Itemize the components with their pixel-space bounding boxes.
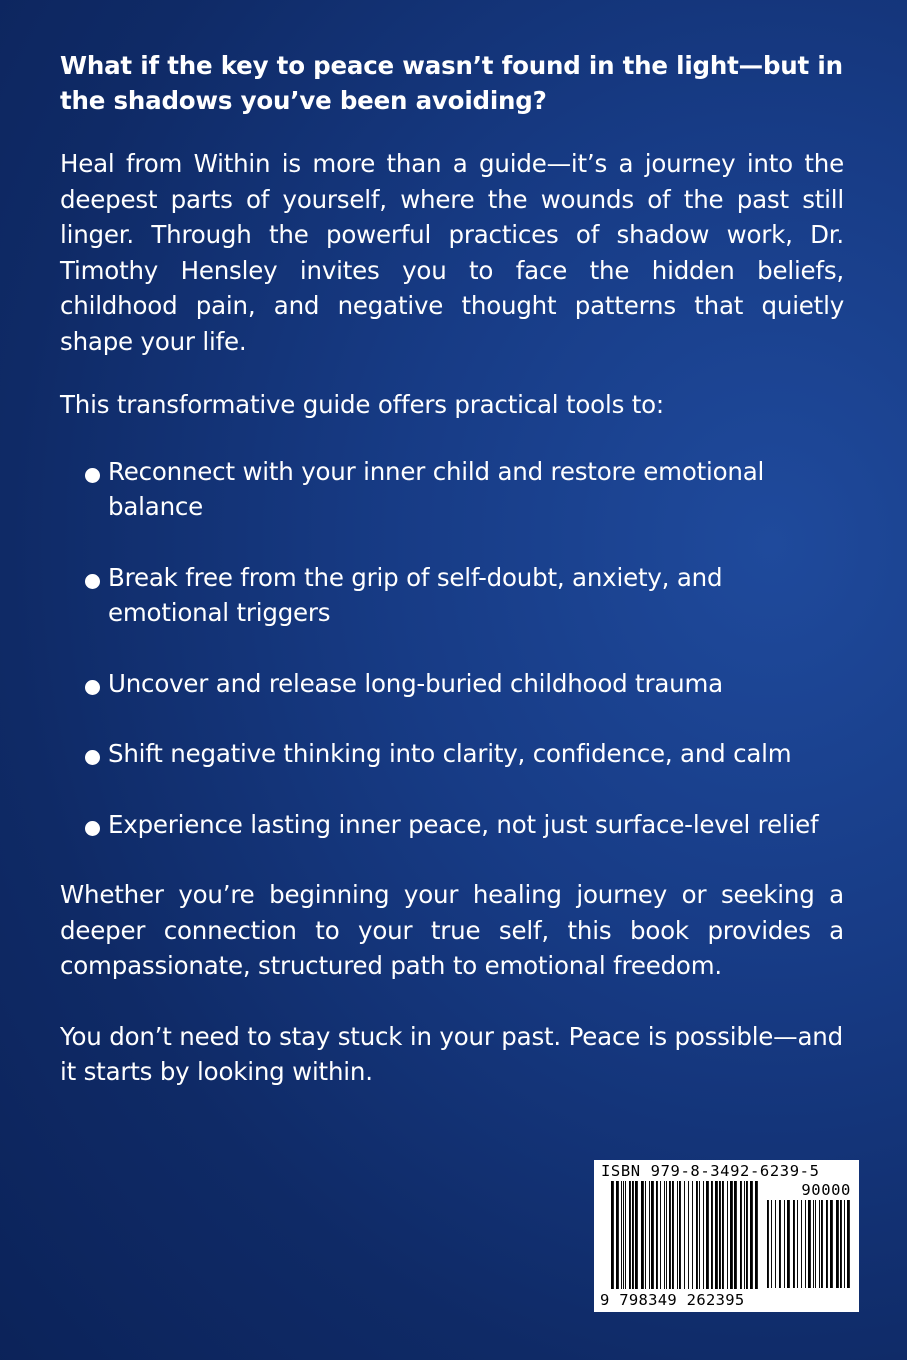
barcode-bar xyxy=(696,1181,698,1289)
barcode-bar xyxy=(746,1181,748,1289)
barcode-bar xyxy=(666,1181,667,1289)
barcode-bar xyxy=(722,1181,724,1289)
list-item xyxy=(60,454,844,525)
isbn-label: ISBN 979-8-3492-6239-5 xyxy=(601,1162,820,1180)
barcode-bar xyxy=(672,1181,674,1289)
barcode-bar xyxy=(836,1200,839,1288)
barcode-bar xyxy=(750,1181,753,1289)
barcode-bar xyxy=(677,1181,678,1289)
barcode-bar xyxy=(727,1181,728,1289)
barcode-bar xyxy=(703,1181,704,1289)
list-item xyxy=(60,560,844,631)
barcode-bar xyxy=(669,1181,671,1289)
barcode-bar xyxy=(706,1181,709,1289)
barcode-bar xyxy=(815,1200,816,1288)
barcode-bar xyxy=(645,1181,646,1289)
barcode-bar xyxy=(847,1200,850,1288)
barcode-bar xyxy=(651,1181,654,1289)
closing-paragraph: Whether you’re beginning your healing journey or seeking a deeper connection to your true self, this book provides a compassionate, structured path to emotional freedom. xyxy=(60,880,844,980)
barcode-bar xyxy=(787,1200,790,1288)
list-item-text: Uncover and release long-buried childhood trauma xyxy=(108,668,723,698)
barcode-bar xyxy=(740,1181,742,1289)
barcode-bar xyxy=(688,1181,689,1289)
barcode-bar xyxy=(699,1181,700,1289)
barcode-bar xyxy=(623,1181,624,1289)
barcode-bar xyxy=(664,1181,665,1289)
list-item-text: Shift negative thinking into clarity, confidence, and calm xyxy=(108,739,792,768)
price-code: 90000 xyxy=(801,1181,851,1199)
barcode-bar xyxy=(611,1181,614,1289)
barcode-bar xyxy=(826,1200,828,1288)
barcode-bar xyxy=(641,1181,644,1289)
isbn-barcode xyxy=(594,1160,859,1312)
back-cover-text xyxy=(60,48,844,1090)
barcode-bar xyxy=(734,1181,737,1289)
barcode-bar xyxy=(625,1181,626,1289)
barcode-bar xyxy=(684,1181,685,1289)
barcode-bar xyxy=(779,1200,781,1288)
barcode-bar xyxy=(635,1181,638,1289)
barcode-bar xyxy=(632,1181,634,1289)
list-item-text: Break free from the grip of self-doubt, anxiety, and emotional triggers xyxy=(108,562,723,627)
headline: What if the key to peace wasn’t found in the light—but in the shadows you’ve been avoiding? xyxy=(60,51,843,115)
benefits-list xyxy=(60,454,844,843)
bullet-icon xyxy=(85,750,100,765)
description-paragraph: Heal from Within is more than a guide—it’s a journey into the deepest parts of yourself, where the wounds of the past still linger. Through the powerful practices of shadow work, Dr. Timothy Hensley invites you to face the hidden beliefs, childhood pain, and negative thought patterns that quietly shape your life. xyxy=(60,149,844,356)
barcode-bar xyxy=(821,1200,823,1288)
barcode-bar xyxy=(813,1200,814,1288)
bullet-icon xyxy=(85,821,100,836)
ean-barcode-bars xyxy=(611,1181,759,1289)
barcode-bar xyxy=(679,1181,681,1289)
barcode-bar xyxy=(744,1181,745,1289)
barcode-bar xyxy=(711,1181,713,1289)
barcode-bar xyxy=(692,1181,693,1289)
bullet-icon xyxy=(85,680,100,695)
addon-barcode-bars xyxy=(767,1200,851,1288)
list-item xyxy=(60,736,844,772)
barcode-bar xyxy=(830,1200,833,1288)
list-item xyxy=(60,666,844,702)
barcode-bar xyxy=(801,1200,802,1288)
barcode-bar xyxy=(649,1181,650,1289)
ean-digits: 9 798349 262395 xyxy=(600,1291,745,1309)
barcode-bar xyxy=(621,1181,622,1289)
barcode-bar xyxy=(793,1200,795,1288)
barcode-bar xyxy=(616,1181,619,1289)
list-item xyxy=(60,807,844,843)
barcode-bar xyxy=(844,1200,845,1288)
barcode-bar xyxy=(775,1200,776,1288)
barcode-bar xyxy=(840,1200,842,1288)
barcode-bar xyxy=(819,1200,820,1288)
barcode-bar xyxy=(719,1181,721,1289)
barcode-bar xyxy=(629,1181,631,1289)
bullet-icon xyxy=(85,468,100,483)
barcode-bar xyxy=(784,1200,785,1288)
barcode-bar xyxy=(767,1200,769,1288)
barcode-bar xyxy=(797,1200,798,1288)
list-item-text: Reconnect with your inner child and restore emotional balance xyxy=(108,456,765,521)
barcode-bar xyxy=(660,1181,661,1289)
barcode-bar xyxy=(808,1200,811,1288)
barcode-bar xyxy=(771,1200,772,1288)
barcode-bar xyxy=(656,1181,658,1289)
barcode-bar xyxy=(805,1200,806,1288)
barcode-bar xyxy=(715,1181,718,1289)
bullet-icon xyxy=(85,574,100,589)
tools-intro: This transformative guide offers practical tools to: xyxy=(60,390,664,419)
final-statement: You don’t need to stay stuck in your past. Peace is possible—and it starts by looking within. xyxy=(60,1021,843,1086)
list-item-text: Experience lasting inner peace, not just surface-level relief xyxy=(108,809,819,839)
barcode-bar xyxy=(730,1181,733,1289)
barcode-bar xyxy=(755,1181,758,1289)
